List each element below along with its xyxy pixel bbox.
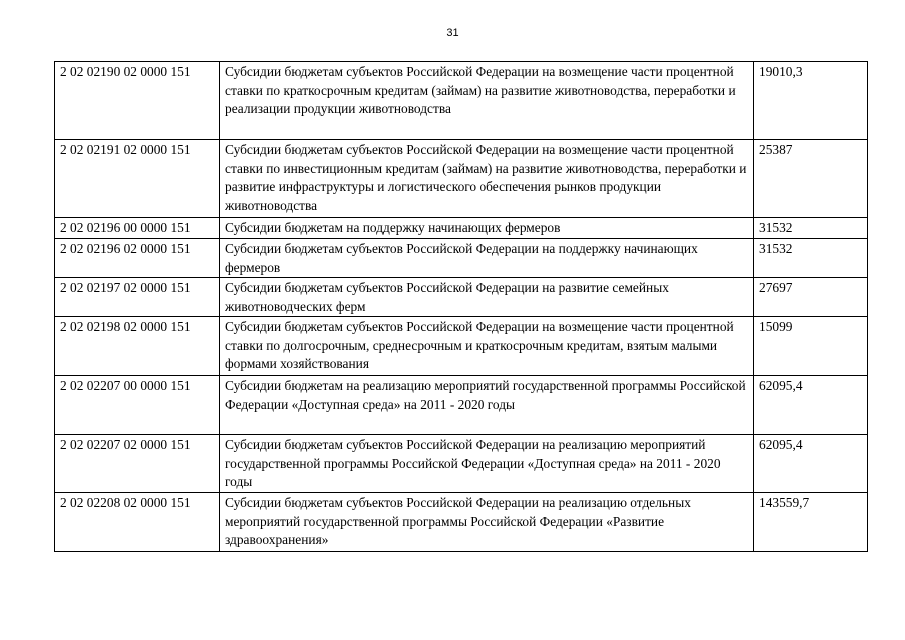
budget-code-cell: 2 02 02198 02 0000 151 bbox=[55, 317, 220, 376]
amount-cell: 31532 bbox=[754, 218, 868, 239]
table-row bbox=[55, 376, 868, 435]
budget-table bbox=[54, 61, 868, 552]
page-number: 31 bbox=[446, 27, 459, 39]
description-cell: Субсидии бюджетам субъектов Российской Федерации на реализацию мероприятий государственной программы Российской Федерации «Доступная среда» на 2011 - 2020 годы bbox=[220, 435, 754, 493]
table-row bbox=[55, 62, 868, 140]
description-cell: Субсидии бюджетам на поддержку начинающих фермеров bbox=[220, 218, 754, 239]
budget-code-cell: 2 02 02207 02 0000 151 bbox=[55, 435, 220, 493]
description-cell: Субсидии бюджетам субъектов Российской Федерации на возмещение части процентной ставки по инвестиционным кредитам (займам) на развитие животноводства, переработки и развитие инфраструктуры и логистического обеспечения рынков продукции животноводства bbox=[220, 140, 754, 218]
description-cell: Субсидии бюджетам субъектов Российской Федерации на возмещение части процентной ставки по долгосрочным, среднесрочным и краткосрочным кредитам, взятым малыми формами хозяйствования bbox=[220, 317, 754, 376]
amount-cell: 143559,7 bbox=[754, 493, 868, 552]
table-row bbox=[55, 435, 868, 493]
amount-cell: 62095,4 bbox=[754, 376, 868, 435]
amount-cell: 31532 bbox=[754, 239, 868, 278]
table-row bbox=[55, 218, 868, 239]
budget-code-cell: 2 02 02196 02 0000 151 bbox=[55, 239, 220, 278]
budget-code-cell: 2 02 02208 02 0000 151 bbox=[55, 493, 220, 552]
description-cell: Субсидии бюджетам субъектов Российской Федерации на реализацию отдельных мероприятий государственной программы Российской Федерации «Развитие здравоохранения» bbox=[220, 493, 754, 552]
amount-cell: 19010,3 bbox=[754, 62, 868, 140]
description-cell: Субсидии бюджетам субъектов Российской Федерации на возмещение части процентной ставки по краткосрочным кредитам (займам) на развитие животноводства, переработки и реализации продукции животноводства bbox=[220, 62, 754, 140]
amount-cell: 25387 bbox=[754, 140, 868, 218]
table-row bbox=[55, 140, 868, 218]
budget-code-cell: 2 02 02197 02 0000 151 bbox=[55, 278, 220, 317]
table-row bbox=[55, 239, 868, 278]
budget-code-cell: 2 02 02196 00 0000 151 bbox=[55, 218, 220, 239]
table-row bbox=[55, 493, 868, 552]
description-cell: Субсидии бюджетам субъектов Российской Федерации на развитие семейных животноводческих ферм bbox=[220, 278, 754, 317]
amount-cell: 15099 bbox=[754, 317, 868, 376]
budget-code-cell: 2 02 02207 00 0000 151 bbox=[55, 376, 220, 435]
amount-cell: 62095,4 bbox=[754, 435, 868, 493]
budget-code-cell: 2 02 02190 02 0000 151 bbox=[55, 62, 220, 140]
table-row bbox=[55, 278, 868, 317]
table-row bbox=[55, 317, 868, 376]
description-cell: Субсидии бюджетам на реализацию мероприятий государственной программы Российской Федерации «Доступная среда» на 2011 - 2020 годы bbox=[220, 376, 754, 435]
description-cell: Субсидии бюджетам субъектов Российской Федерации на поддержку начинающих фермеров bbox=[220, 239, 754, 278]
amount-cell: 27697 bbox=[754, 278, 868, 317]
budget-code-cell: 2 02 02191 02 0000 151 bbox=[55, 140, 220, 218]
